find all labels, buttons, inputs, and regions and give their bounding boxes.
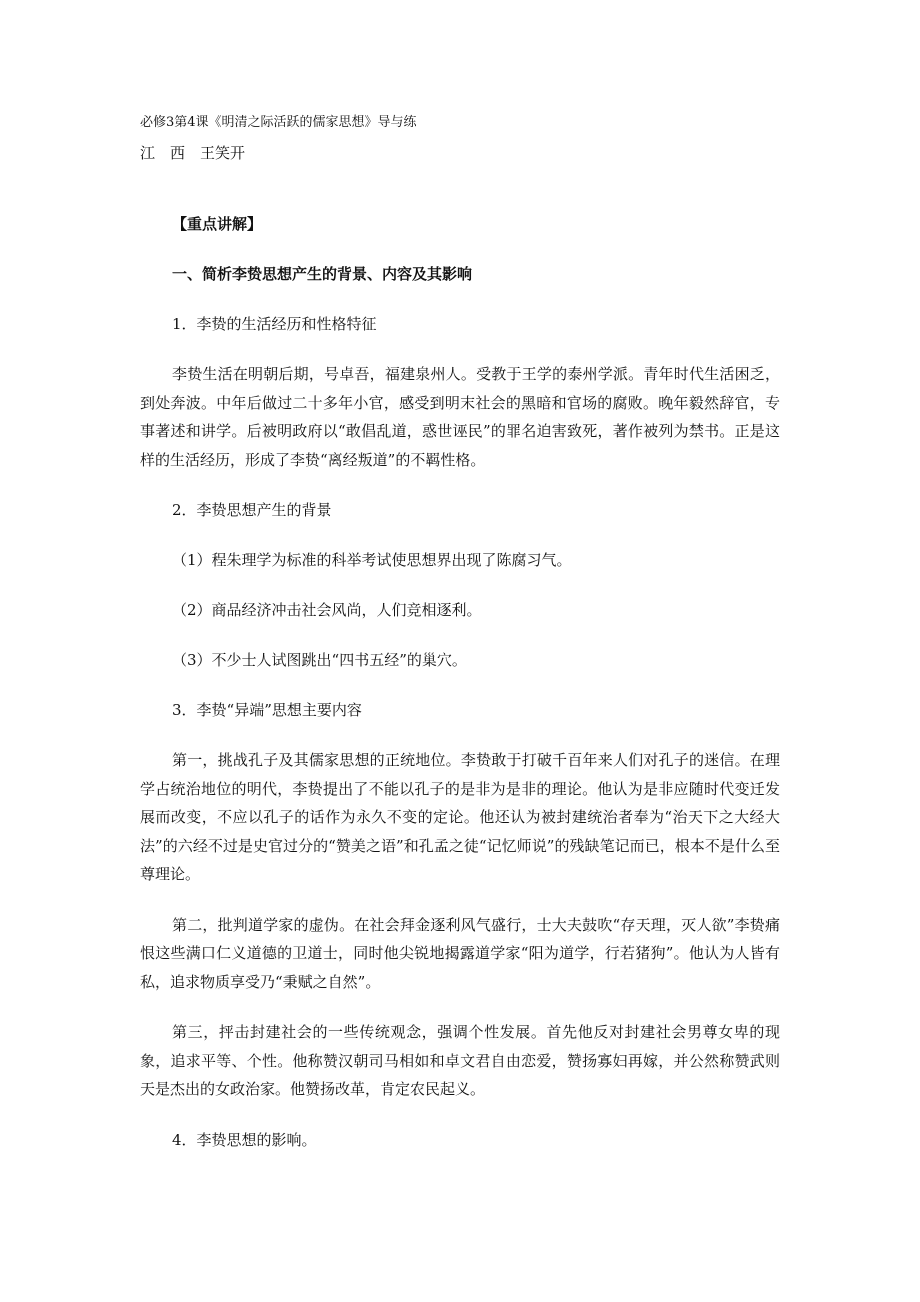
section-label: 【重点讲解】 — [172, 215, 263, 233]
paragraph-second-point: 第二，批判道学家的虚伪。在社会拜金逐利风气盛行，士大夫鼓吹“存天理，灭人欲”李贽痛恨这些满口仁义道德的卫道士，同时他尖锐地揭露道学家“阳为道学，行若猪狗”。他认为人皆有私，追求物质享受乃“秉赋之自然”。 — [140, 915, 780, 991]
subheading-1: 1．李贽的生活经历和性格特征 — [172, 315, 377, 333]
list-item-3: （3）不少士人试图跳出“四书五经”的巢穴。 — [172, 651, 467, 669]
list-item-2: （2）商品经济冲击社会风尚，人们竞相逐利。 — [172, 601, 482, 619]
heading-1: 一、简析李贽思想产生的背景、内容及其影响 — [172, 265, 473, 283]
document-body — [140, 210, 780, 1176]
paragraph-first-point: 第一，挑战孔子及其儒家思想的正统地位。李贽敢于打破千百年来人们对孔子的迷信。在理学占统治地位的明代，李贽提出了不能以孔子的是非为是非的理论。他认为是非应随时代变迁发展而改变，不应以孔子的话作为永久不变的定论。他还认为被封建统治者奉为“治天下之大经大法”的六经不过是史官过分的“赞美之语”和孔孟之徒“记忆师说”的残缺笔记而已，根本不是什么至尊理论。 — [140, 751, 780, 883]
subheading-2: 2．李贽思想产生的背景 — [172, 501, 332, 519]
subheading-3: 3．李贽“异端”思想主要内容 — [172, 701, 362, 719]
subheading-4: 4．李贽思想的影响。 — [172, 1130, 317, 1149]
document-title: 必修3第4课《明清之际活跃的儒家思想》导与练 — [140, 115, 417, 130]
paragraph-life: 李贽生活在明朝后期，号卓吾，福建泉州人。受教于王学的泰州学派。青年时代生活困乏，到处奔波。中年后做过二十多年小官，感受到明末社会的黑暗和官场的腐败。晚年毅然辞官，专事著述和讲学。后被明政府以“敢倡乱道，惑世诬民”的罪名迫害致死，著作被列为禁书。正是这样的生活经历，形成了李贽“离经叛道”的不羁性格。 — [140, 365, 780, 469]
author-line: 江 西 王笑开 — [140, 144, 246, 162]
list-item-1: （1）程朱理学为标准的科举考试使思想界出现了陈腐习气。 — [172, 551, 572, 569]
paragraph-third-point: 第三，抨击封建社会的一些传统观念，强调个性发展。首先他反对封建社会男尊女卑的现象，追求平等、个性。他称赞汉朝司马相如和卓文君自由恋爱，赞扬寡妇再嫁，并公然称赞武则天是杰出的女政治家。他赞扬改革，肯定农民起义。 — [140, 1023, 780, 1098]
